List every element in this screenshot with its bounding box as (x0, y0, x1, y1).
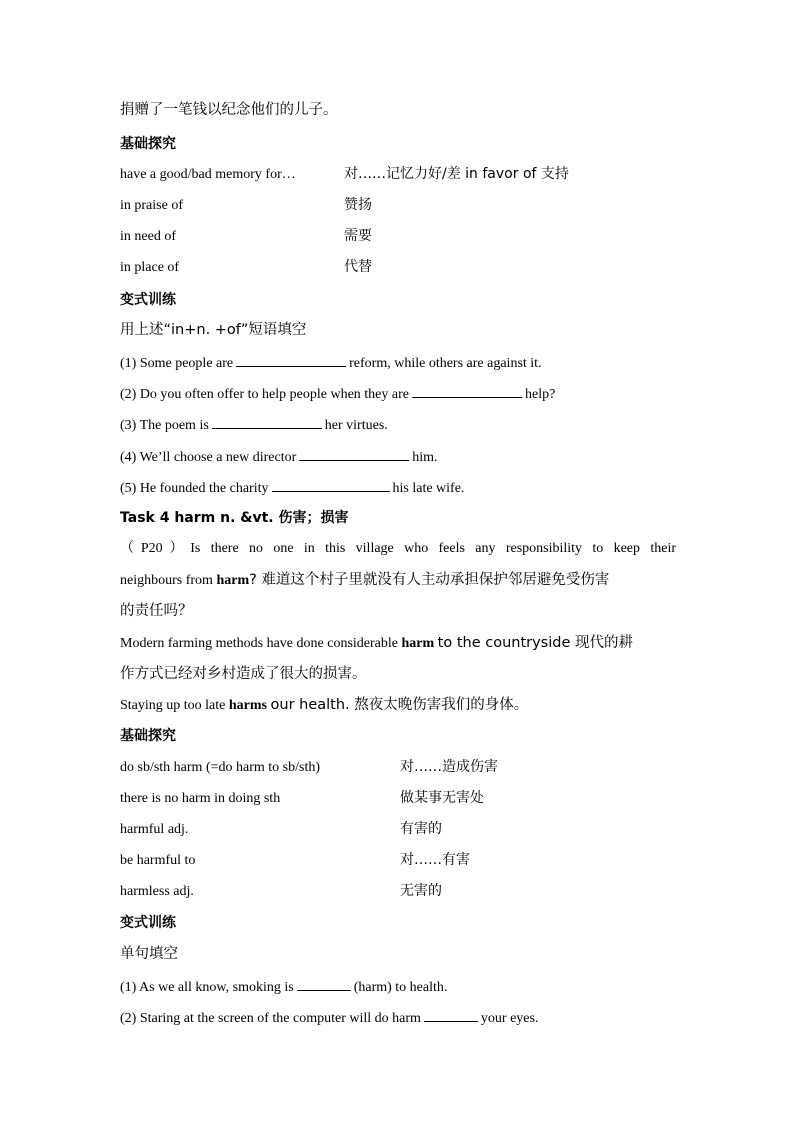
example-sentence: （P20）Is there no one in this village who feels any responsibility to keep their (120, 541, 676, 556)
answer-blank[interactable] (236, 352, 346, 367)
section-heading: 基础探究 (120, 136, 176, 152)
phrase-en: in place of (120, 260, 180, 275)
answer-blank[interactable] (212, 414, 322, 429)
answer-blank[interactable] (299, 446, 409, 461)
phrase-en: in need of (120, 229, 176, 244)
answer-blank[interactable] (424, 1007, 478, 1022)
example-sentence: Modern farming methods have done considerable harm to the countryside 现代的耕 (120, 635, 633, 651)
answer-blank[interactable] (412, 383, 522, 398)
exercise-item: (4) We’ll choose a new director him. (120, 446, 438, 468)
phrase-cn: 对……有害 (400, 852, 470, 868)
phrase-en: harmless adj. (120, 884, 194, 899)
example-translation: 的责任吗？ (120, 603, 193, 619)
exercise-item: (2) Staring at the screen of the computer will do harm your eyes. (120, 1007, 538, 1029)
example-translation: 作方式已经对乡村造成了很大的损害。 (120, 666, 367, 682)
section-heading: 变式训练 (120, 915, 176, 931)
phrase-en: have a good/bad memory for… (120, 167, 296, 182)
task-heading: Task 4 harm n. &vt. 伤害；损害 (120, 510, 349, 526)
phrase-en: there is no harm in doing sth (120, 791, 281, 806)
exercise-item: (5) He founded the charity his late wife. (120, 477, 464, 499)
phrase-cn: 赞扬 (344, 197, 372, 213)
answer-blank[interactable] (272, 477, 390, 492)
example-sentence: Staying up too late harms our health. 熬夜太晚伤害我们的身体。 (120, 697, 529, 713)
phrase-en: do sb/sth harm (=do harm to sb/sth) (120, 760, 320, 775)
phrase-en: in praise of (120, 198, 183, 213)
phrase-cn: 有害的 (400, 821, 442, 837)
phrase-en: be harmful to (120, 853, 196, 868)
phrase-cn: 代替 (344, 259, 372, 275)
phrase-cn: 对……记忆力好/差 in favor of 支持 (344, 166, 569, 182)
section-heading: 基础探究 (120, 728, 176, 744)
phrase-cn: 需要 (344, 228, 372, 244)
exercise-item: (3) The poem is her virtues. (120, 414, 388, 436)
phrase-en: harmful adj. (120, 822, 189, 837)
exercise-item: (1) Some people are reform, while others are against it. (120, 352, 542, 374)
section-heading: 变式训练 (120, 292, 176, 308)
instruction: 单句填空 (120, 946, 178, 962)
exercise-item: (1) As we all know, smoking is (harm) to health. (120, 976, 447, 998)
example-sentence: neighbours from harm? 难道这个村子里就没有人主动承担保护邻居避免受伤害 (120, 572, 610, 588)
phrase-cn: 无害的 (400, 883, 442, 899)
intro-line: 捐赠了一笔钱以纪念他们的儿子。 (120, 102, 338, 118)
instruction: 用上述“in+n. +of”短语填空 (120, 322, 307, 338)
exercise-item: (2) Do you often offer to help people when they are help? (120, 383, 555, 405)
answer-blank[interactable] (297, 976, 351, 991)
phrase-cn: 做某事无害处 (400, 790, 484, 806)
phrase-cn: 对……造成伤害 (400, 759, 498, 775)
